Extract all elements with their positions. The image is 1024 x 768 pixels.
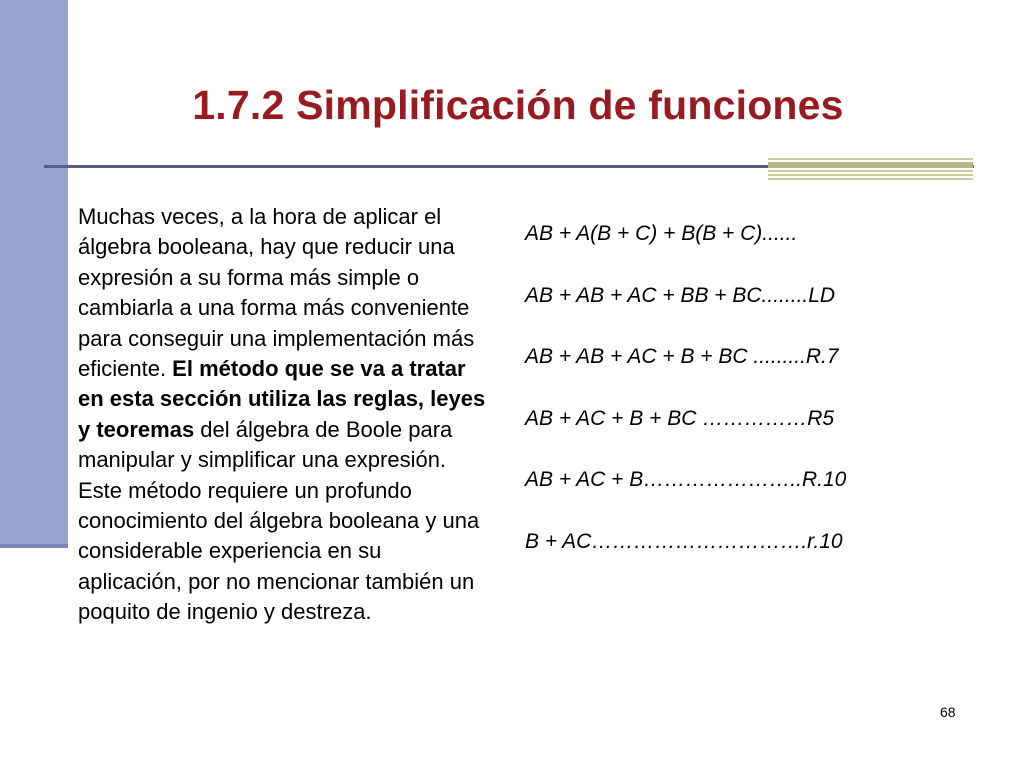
equation-line: AB + AC + B + BC ……………R5 xyxy=(525,406,835,430)
left-decorative-bar xyxy=(0,0,68,548)
equation-list xyxy=(525,222,846,591)
body-rest: manipular y simplificar una expresión. Este método requiere un profundo conocimiento del álgebra booleana y una considerable experiencia en su aplicación, por no mencionar también un poquito de ingenio y destreza. xyxy=(78,447,480,625)
accent-bar-solid xyxy=(768,162,973,168)
left-bar-underline xyxy=(0,544,68,548)
body-paragraph xyxy=(78,202,488,628)
equation-line: AB + A(B + C) + B(B + C)...... xyxy=(525,222,798,245)
equation-line: B + AC………………………….r.10 xyxy=(525,529,843,553)
equation-line: AB + AB + AC + B + BC .........R.7 xyxy=(525,345,839,368)
page-number: 68 xyxy=(940,704,956,720)
body-after-bold: del álgebra de Boole para xyxy=(194,416,453,442)
slide-title: 1.7.2 Simplificación de funciones xyxy=(192,82,844,128)
equation-line: AB + AC + B…………………..R.10 xyxy=(525,468,847,491)
equation-line: AB + AB + AC + BB + BC........LD xyxy=(525,283,836,307)
body-intro: Muchas veces, a la hora de aplicar el álgebra booleana, hay que reducir una expresión a su forma más simple o cambiarla a una forma más conveniente para conseguir una implementación más eficiente. xyxy=(78,204,475,382)
body-bold-text: El método que se va a tratar en esta sección utiliza las reglas, leyes y teoremas xyxy=(78,356,486,442)
